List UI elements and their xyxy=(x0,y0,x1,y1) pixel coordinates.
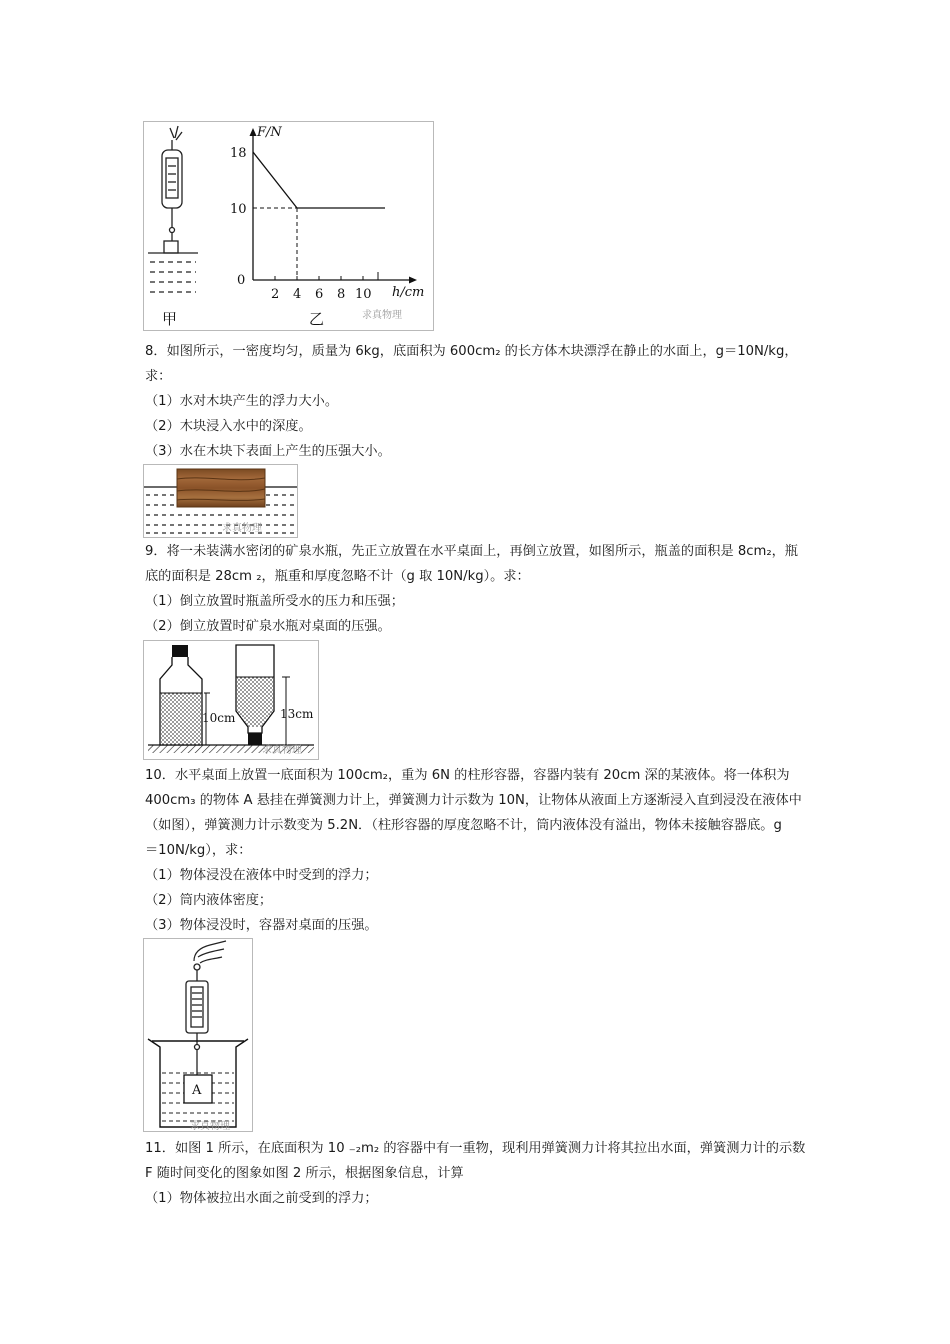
q8-subquestion-3: （3）水在木块下表面上产生的压强大小。 xyxy=(145,444,391,459)
q10-subquestion-3: （3）物体浸没时，容器对桌面的压强。 xyxy=(145,918,378,933)
q9-subquestion-1: （1）倒立放置时瓶盖所受水的压力和压强； xyxy=(145,594,404,609)
x-tick-8: 8 xyxy=(337,287,346,302)
q10-subquestion-1: （1）物体浸没在液体中时受到的浮力； xyxy=(145,868,378,883)
label-jia: 甲 xyxy=(162,310,178,328)
water-surface-lines xyxy=(150,262,196,292)
upright-bottle xyxy=(160,645,202,745)
q8-figure-wood-block xyxy=(143,464,298,538)
y-tick-10: 10 xyxy=(230,202,247,217)
q8-stem-line1: 8．如图所示，一密度均匀，质量为 6kg，底面积为 600cm₂ 的长方体木块漂浮在静止的水面上，g＝10N/kg， xyxy=(145,344,798,359)
inverted-bottle xyxy=(236,645,274,745)
y-tick-0: 0 xyxy=(237,273,246,288)
q11-stem-line2: F 随时间变化的图象如图 2 所示，根据图象信息，计算 xyxy=(145,1166,464,1181)
spring-scale xyxy=(186,964,208,1075)
q11-stem-line1: 11．如图 1 所示，在底面积为 10 ₋₂m₂ 的容器中有一重物，现利用弹簧测力计将其拉出水面，弹簧测力计的示数 xyxy=(145,1141,806,1156)
q9-subquestion-2: （2）倒立放置时矿泉水瓶对桌面的压强。 xyxy=(145,619,391,634)
watermark: 求真物理 xyxy=(362,310,402,321)
x-tick-10: 10 xyxy=(355,287,372,302)
q8-subquestion-1: （1）水对木块产生的浮力大小。 xyxy=(145,394,339,409)
label-yi: 乙 xyxy=(309,310,325,328)
height-label-13cm: 13cm xyxy=(280,707,314,721)
q10-subquestion-2: （2）筒内液体密度； xyxy=(145,893,273,908)
q9-figure-bottles xyxy=(143,640,319,760)
watermark: 求真物理 xyxy=(262,745,302,756)
watermark: 求真物理 xyxy=(222,523,262,534)
spring-scale-illustration xyxy=(148,126,198,253)
hand xyxy=(194,941,226,963)
q10-stem-line2: 400cm₃ 的物体 A 悬挂在弹簧测力计上，弹簧测力计示数为 10N，让物体从液面上方逐渐浸入直到浸没在液体中 xyxy=(145,793,802,808)
y-tick-18: 18 xyxy=(230,146,247,161)
x-tick-2: 2 xyxy=(271,287,280,302)
q10-figure-spring-scale-container xyxy=(143,938,253,1132)
q10-stem-line3: （如图），弹簧测力计示数变为 5.2N．（柱形容器的厚度忽略不计，筒内液体没有溢出，物体未接触容器底。g xyxy=(145,818,782,833)
q11-subquestion-1: （1）物体被拉出水面之前受到的浮力； xyxy=(145,1191,378,1206)
q9-stem-line2: 底的面积是 28cm ₂，瓶重和厚度忽略不计（g 取 10N/kg）。求： xyxy=(145,569,530,584)
q8-subquestion-2: （2）木块浸入水中的深度。 xyxy=(145,419,312,434)
q7-figure xyxy=(143,121,434,331)
y-axis-label: F/N xyxy=(257,125,282,140)
x-tick-4: 4 xyxy=(293,287,302,302)
x-tick-6: 6 xyxy=(315,287,324,302)
object-a-label: A xyxy=(192,1083,202,1098)
q9-stem-line1: 9．将一未装满水密闭的矿泉水瓶，先正立放置在水平桌面上，再倒立放置，如图所示，瓶盖的面积是 8cm₂，瓶 xyxy=(145,544,798,559)
q10-stem-line4: ＝10N/kg），求： xyxy=(145,843,252,858)
force-depth-graph xyxy=(250,128,418,284)
watermark: 求真物理 xyxy=(190,1121,230,1131)
q10-stem-line1: 10．水平桌面上放置一底面积为 100cm₂，重为 6N 的柱形容器，容器内装有 20cm 深的某液体。将一体积为 xyxy=(145,768,790,783)
x-axis-label: h/cm xyxy=(392,285,425,300)
wood-block xyxy=(177,469,265,507)
height-label-10cm: 10cm xyxy=(202,711,236,725)
q8-stem-line2: 求： xyxy=(145,369,172,384)
